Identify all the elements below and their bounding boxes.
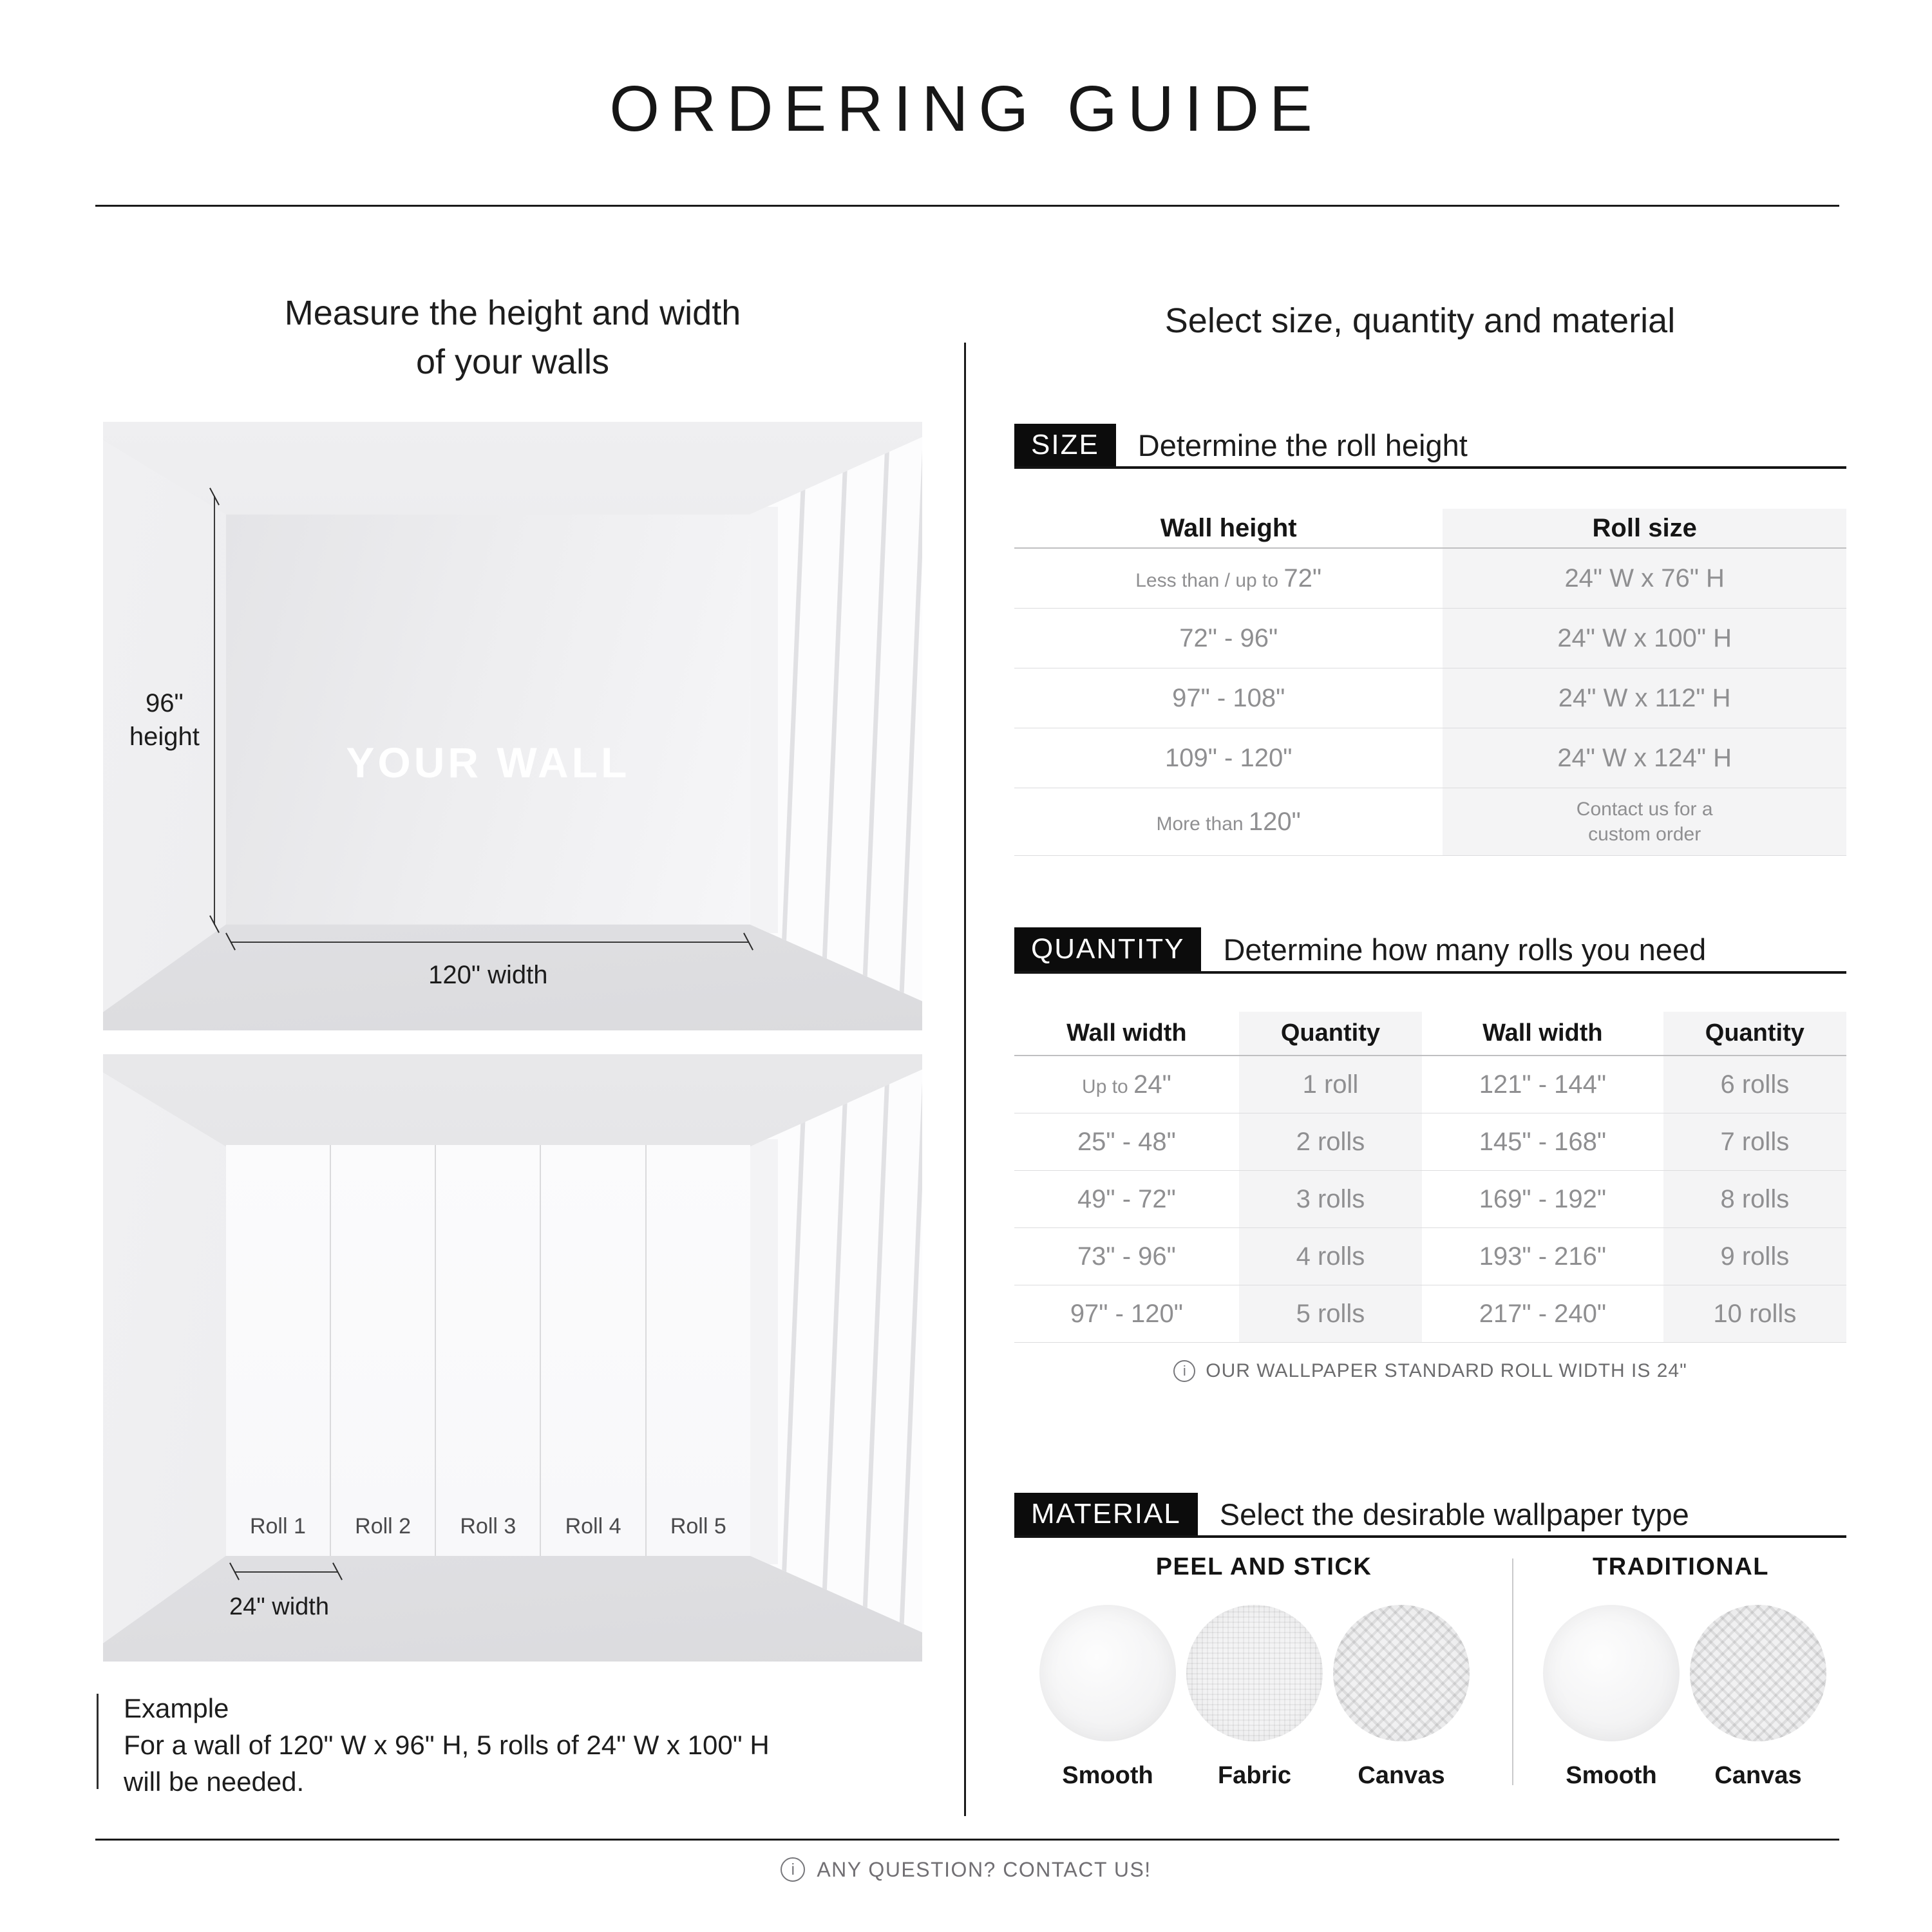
wall-width-range: 193" - 216" — [1479, 1242, 1607, 1271]
wall-height-range: 72" — [1283, 564, 1322, 592]
info-icon: i — [781, 1857, 805, 1882]
wallpaper-roll-panels — [226, 1145, 750, 1556]
window-mullion — [899, 1079, 922, 1637]
right-heading-line: Select size, quantity and material — [1164, 301, 1676, 340]
roll-label: Roll 4 — [565, 1513, 621, 1539]
left-heading-line2: of your walls — [415, 343, 610, 381]
quantity-table-row — [1014, 1228, 1846, 1285]
size-table-row — [1014, 609, 1846, 668]
roll-label: Roll 2 — [355, 1513, 412, 1539]
window-jamb — [750, 507, 778, 933]
room-illustration-measure — [103, 422, 922, 1030]
quantity-value: 1 roll — [1302, 1070, 1359, 1099]
window-mullion — [820, 446, 848, 1006]
page-title: ORDERING GUIDE — [609, 73, 1323, 145]
quantity-table — [1014, 1012, 1846, 1343]
window-mullion — [899, 446, 922, 1006]
roll-panel — [331, 1145, 436, 1556]
quantity-value: 8 rolls — [1720, 1184, 1790, 1213]
custom-order-cell — [1443, 797, 1846, 847]
bottom-divider-line — [95, 1839, 1839, 1841]
wall-height-label — [111, 687, 218, 753]
wall-height-word: height — [129, 723, 200, 752]
material-label: Canvas — [1714, 1762, 1802, 1789]
wall-height-prefix: Less than / up to — [1135, 569, 1284, 591]
window-mullion — [820, 1079, 848, 1637]
custom-order-line2: custom order — [1588, 824, 1701, 845]
material-section-header — [1014, 1493, 1846, 1538]
your-wall-label: YOUR WALL — [346, 739, 630, 787]
wall-width-label: 120" width — [428, 961, 548, 990]
wall-width-range: 73" - 96" — [1077, 1242, 1176, 1271]
quantity-table-row — [1014, 1285, 1846, 1343]
window-mullion — [862, 1079, 889, 1637]
roll-size-value: 24" W x 112" H — [1558, 683, 1731, 712]
example-line2: will be needed. — [124, 1766, 305, 1797]
wall-width-range: 217" - 240" — [1479, 1299, 1607, 1328]
column-header-wall-width: Wall width — [1066, 1019, 1187, 1046]
quantity-badge: QUANTITY — [1014, 927, 1201, 971]
column-header-wall-width: Wall width — [1482, 1019, 1603, 1046]
quantity-value: 2 rolls — [1296, 1127, 1365, 1156]
quantity-value: 3 rolls — [1296, 1184, 1365, 1213]
wall-width-range: 169" - 192" — [1479, 1184, 1607, 1213]
roll-width-note — [1014, 1360, 1846, 1382]
wall-width-prefix: Up to — [1082, 1075, 1134, 1097]
roll-panel — [541, 1145, 646, 1556]
roll-label: Roll 1 — [249, 1513, 306, 1539]
material-label: Smooth — [1566, 1762, 1657, 1789]
column-divider-line — [964, 343, 966, 1816]
material-section-heading: Select the desirable wallpaper type — [1219, 1497, 1689, 1531]
material-swatch-fabric — [1186, 1605, 1323, 1741]
material-swatch-canvas — [1333, 1605, 1470, 1741]
quantity-section-heading: Determine how many rolls you need — [1223, 932, 1707, 967]
size-table-header-row — [1014, 509, 1846, 549]
wall-height-range: 97" - 108" — [1172, 683, 1285, 712]
info-icon: i — [1173, 1360, 1195, 1382]
material-label: Smooth — [1062, 1762, 1153, 1789]
room-back-wall — [226, 515, 750, 926]
wall-width-range: 121" - 144" — [1479, 1070, 1607, 1099]
column-header-quantity: Quantity — [1280, 1019, 1380, 1046]
roll-panel — [226, 1145, 331, 1556]
roll-size-value: 24" W x 100" H — [1557, 623, 1732, 652]
quantity-value: 4 rolls — [1296, 1242, 1365, 1271]
quantity-section-header — [1014, 927, 1846, 974]
column-header-wall-height: Wall height — [1160, 513, 1297, 542]
quantity-value: 7 rolls — [1720, 1127, 1790, 1156]
roll-label: Roll 5 — [670, 1513, 726, 1539]
wall-width-range: 49" - 72" — [1077, 1184, 1176, 1213]
material-group-divider — [1512, 1558, 1513, 1785]
material-swatch-canvas — [1690, 1605, 1826, 1741]
roll-width-note-text: OUR WALLPAPER STANDARD ROLL WIDTH IS 24" — [1206, 1360, 1687, 1381]
size-badge: SIZE — [1014, 424, 1116, 466]
quantity-table-header-row — [1014, 1012, 1846, 1056]
width-dimension-line — [231, 942, 748, 943]
roll-label: Roll 3 — [460, 1513, 516, 1539]
wall-width-range: 25" - 48" — [1077, 1127, 1176, 1156]
room-illustration-rolls — [103, 1054, 922, 1662]
wall-width-range: 24" — [1133, 1070, 1171, 1099]
quantity-value: 10 rolls — [1713, 1299, 1797, 1328]
size-table-row — [1014, 668, 1846, 728]
wall-height-range: 120" — [1248, 807, 1301, 836]
left-heading-line1: Measure the height and width — [284, 294, 741, 332]
roll-size-value: 24" W x 76" H — [1564, 564, 1725, 592]
size-table-row — [1014, 788, 1846, 856]
quantity-value: 9 rolls — [1720, 1242, 1790, 1271]
quantity-value: 5 rolls — [1296, 1299, 1365, 1328]
right-column-heading — [992, 296, 1848, 345]
roll-width-label: 24" width — [229, 1593, 329, 1621]
wall-height-range: 72" - 96" — [1179, 623, 1278, 652]
wall-height-value: 96" — [146, 689, 184, 718]
material-label: Fabric — [1217, 1762, 1292, 1789]
roll-size-value: 24" W x 124" H — [1557, 743, 1732, 772]
roll-panel — [436, 1145, 541, 1556]
window-mullion — [779, 446, 807, 1006]
size-section-header — [1014, 424, 1846, 469]
footer — [0, 1857, 1932, 1882]
column-header-roll-size: Roll size — [1592, 513, 1697, 542]
custom-order-line1: Contact us for a — [1576, 799, 1713, 820]
quantity-value: 6 rolls — [1720, 1070, 1790, 1099]
example-title: Example — [124, 1693, 229, 1723]
wall-height-range: 109" - 120" — [1164, 743, 1293, 772]
quantity-table-row — [1014, 1171, 1846, 1228]
material-group-traditional: TRADITIONAL — [1592, 1553, 1770, 1580]
material-swatch-smooth — [1039, 1605, 1176, 1741]
material-badge: MATERIAL — [1014, 1493, 1198, 1535]
top-divider-line — [95, 205, 1839, 207]
quantity-table-row — [1014, 1113, 1846, 1171]
quantity-table-row — [1014, 1056, 1846, 1113]
material-swatch-smooth — [1543, 1605, 1680, 1741]
wall-height-prefix: More than — [1156, 813, 1249, 835]
size-table-row — [1014, 549, 1846, 609]
material-label: Canvas — [1358, 1762, 1445, 1789]
window-mullion — [779, 1079, 807, 1637]
roll-panel — [647, 1145, 750, 1556]
example-block — [124, 1690, 922, 1800]
wall-width-range: 145" - 168" — [1479, 1127, 1607, 1156]
roll-width-dimension-line — [234, 1571, 337, 1573]
material-group-peel-and-stick: PEEL AND STICK — [1155, 1553, 1372, 1580]
window-mullion — [861, 446, 889, 1006]
size-table — [1014, 509, 1846, 856]
wall-width-range: 97" - 120" — [1070, 1299, 1183, 1328]
left-column-heading — [103, 289, 922, 386]
size-section-heading: Determine the roll height — [1137, 428, 1468, 462]
column-header-quantity: Quantity — [1705, 1019, 1804, 1046]
footer-contact-text: ANY QUESTION? CONTACT US! — [817, 1857, 1151, 1881]
example-accent-bar — [97, 1694, 99, 1789]
size-table-row — [1014, 728, 1846, 788]
example-line1: For a wall of 120" W x 96" H, 5 rolls of 24" W x 100" H — [124, 1730, 770, 1760]
window-jamb — [750, 1139, 778, 1564]
